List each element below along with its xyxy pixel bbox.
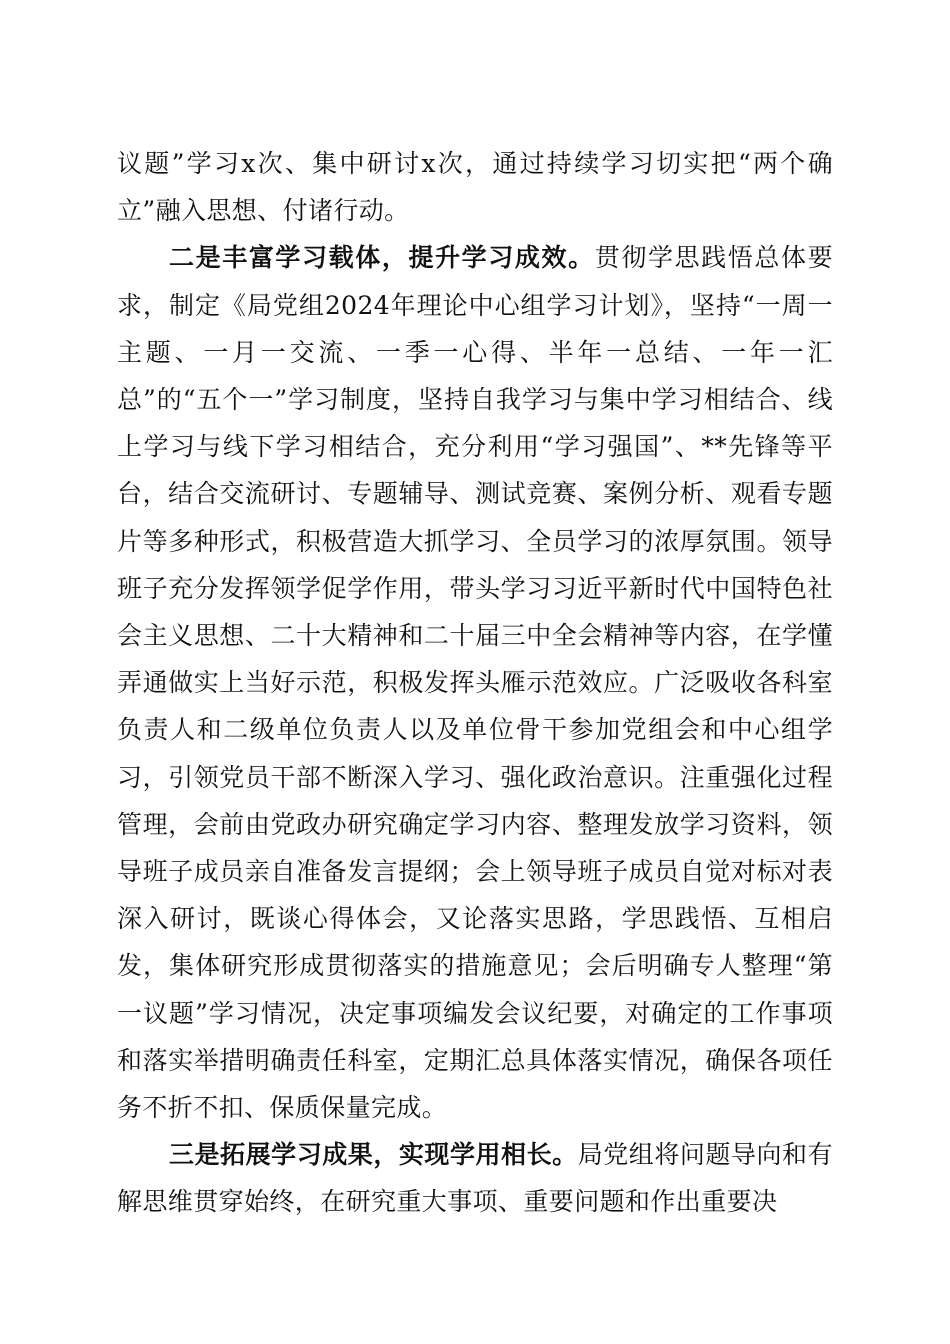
paragraph-two: [117, 234, 833, 1131]
paragraph-lead: 二是丰富学习载体，提升学习成效。: [169, 243, 595, 273]
paragraph-continued: [117, 140, 833, 234]
paragraph-lead: 三是拓展学习成果，实现学用相长。: [169, 1140, 578, 1170]
paragraph-text: 议题”学习x次、集中研讨x次，通过持续学习切实把“两个确立”融入思想、付诸行动。: [117, 149, 833, 226]
paragraph-three: [117, 1131, 833, 1225]
paragraph-text: 贯彻学思践悟总体要求，制定《局党组2024年理论中心组学习计划》，坚持“一周一主题、一月一交流、一季一心得、半年一总结、一年一汇总”的“五个一”学习制度，坚持自我学习与集中学习相结合、线上学习与线下学习相结合，充分利用“学习强国”、**先锋等平台，结合交流研讨、专题辅导、测试竞赛、案例分析、观看专题片等多种形式，积极营造大抓学习、全员学习的浓厚氛围。领导班子充分发挥领学促学作用，带头学习习近平新时代中国特色社会主义思想、二十大精神和二十届三中全会精神等内容，在学懂弄通做实上当好示范，积极发挥头雁示范效应。广泛吸收各科室负责人和二级单位负责人以及单位骨干参加党组会和中心组学习，引领党员干部不断深入学习、强化政治意识。注重强化过程管理，会前由党政办研究确定学习内容、整理发放学习资料，领导班子成员亲自准备发言提纲；会上领导班子成员自觉对标对表深入研讨，既谈心得体会，又论落实思路，学思践悟、互相启发，集体研究形成贯彻落实的措施意见；会后明确专人整理“第一议题”学习情况，决定事项编发会议纪要，对确定的工作事项和落实举措明确责任科室，定期汇总具体落实情况，确保各项任务不折不扣、保质保量完成。: [117, 243, 833, 1123]
document-body: [117, 140, 833, 1226]
paragraph-text: 局党组将问题导向和有解思维贯穿始终，在研究重大事项、重要问题和作出重要决: [117, 1140, 833, 1217]
